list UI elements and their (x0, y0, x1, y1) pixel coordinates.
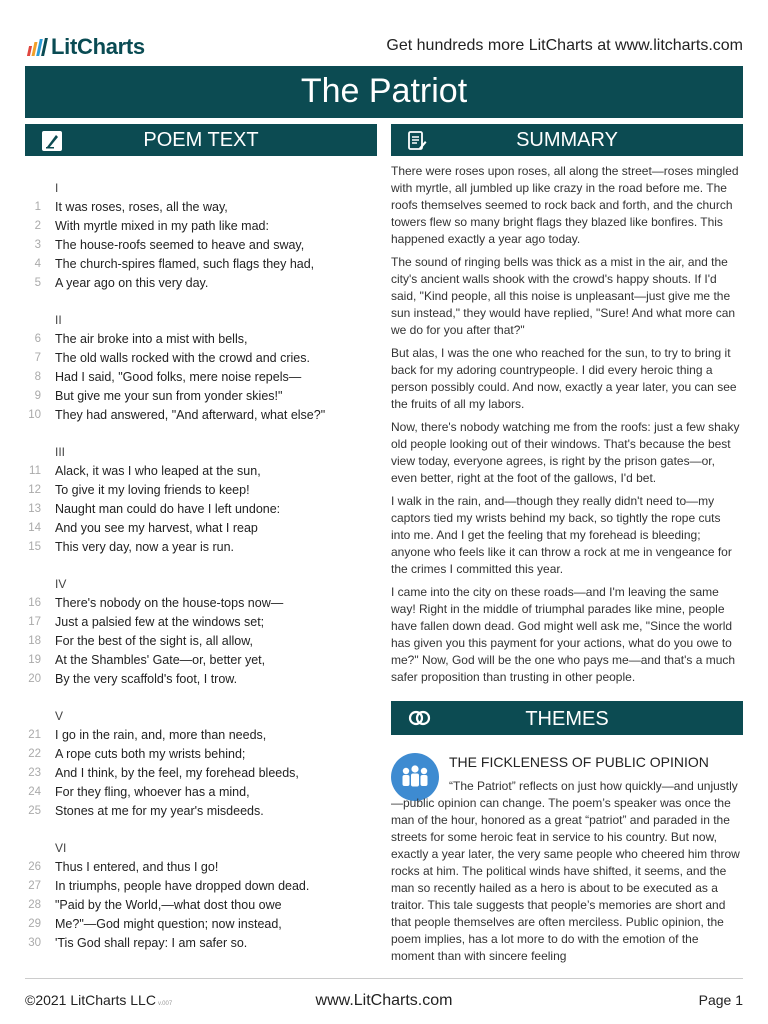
line-text: This very day, now a year is run. (55, 540, 235, 554)
stanza (25, 574, 377, 689)
poem-text (25, 178, 377, 970)
line-text: And I think, by the feel, my forehead bleeds, (55, 766, 299, 780)
poem-line (25, 349, 377, 368)
line-text: The old walls rocked with the crowd and cries. (55, 351, 310, 365)
line-text: The house-roofs seemed to heave and sway, (55, 238, 305, 252)
page-title: The Patriot (25, 66, 743, 118)
poem-line (25, 387, 377, 406)
footer-divider (25, 978, 743, 979)
line-text: Had I said, "Good folks, mere noise repels— (55, 370, 302, 384)
line-text: Stones at me for my year's misdeeds. (55, 804, 264, 818)
line-number: 28 (28, 899, 41, 911)
line-number: 13 (28, 503, 41, 515)
poem-line (25, 594, 377, 613)
stanza-numeral: IV (55, 577, 67, 591)
logo-bars-icon (28, 38, 46, 56)
poem-line (25, 632, 377, 651)
logo-text: LitCharts (51, 34, 145, 59)
line-number: 12 (28, 484, 41, 496)
line-text: Naught man could do have I left undone: (55, 502, 281, 516)
stanza (25, 178, 377, 293)
line-text: In triumphs, people have dropped down dead. (55, 879, 310, 893)
stanza-numeral: VI (55, 841, 67, 855)
line-number: 27 (28, 880, 41, 892)
line-number: 24 (28, 786, 41, 798)
line-text: They had answered, "And afterward, what else?" (55, 408, 326, 422)
line-text: There's nobody on the house-tops now— (55, 596, 284, 610)
line-number: 3 (34, 239, 41, 251)
line-number: 16 (28, 597, 41, 609)
line-number: 21 (28, 729, 41, 741)
line-number: 26 (28, 861, 41, 873)
stanza-numeral: I (55, 181, 59, 195)
poem-line (25, 802, 377, 821)
poem-line (25, 198, 377, 217)
poem-line (25, 500, 377, 519)
themes-heading: THEMES (525, 708, 609, 730)
top-bar (25, 32, 743, 62)
poem-line (25, 406, 377, 425)
themes-header (391, 701, 743, 735)
stanza (25, 310, 377, 425)
line-number: 23 (28, 767, 41, 779)
copyright-text: ©2021 LitCharts LLC (25, 992, 156, 1008)
line-text: Just a palsied few at the windows set; (55, 615, 265, 629)
stanza-numeral: V (55, 709, 64, 723)
summary-paragraph: Now, there's nobody watching me from the roofs: just a few shaky old people looking out of their windows. That's because the best view today, everyone agrees, is right by the prison gates—or, even better, right at the foot of the gallows, I'd bet. (391, 420, 740, 485)
line-text: A rope cuts both my wrists behind; (55, 747, 246, 761)
stanza (25, 706, 377, 821)
version-text: v.007 (157, 1001, 173, 1007)
line-number: 17 (28, 616, 41, 628)
poem-text-header (25, 124, 377, 156)
poem-line (25, 368, 377, 387)
poem-line (25, 519, 377, 538)
line-text: To give it my loving friends to keep! (55, 483, 250, 497)
poem-line (25, 745, 377, 764)
line-number: 11 (29, 465, 41, 477)
poem-line (25, 915, 377, 934)
line-number: 10 (28, 409, 41, 421)
poem-line (25, 462, 377, 481)
line-number: 30 (28, 937, 41, 949)
line-text: By the very scaffold's foot, I trow. (55, 672, 238, 686)
poem-line (25, 726, 377, 745)
stanza-numeral: III (55, 445, 66, 459)
summary-header (391, 124, 743, 156)
line-text: Thus I entered, and thus I go! (55, 860, 219, 874)
line-text: Alack, it was I who leaped at the sun, (55, 464, 261, 478)
line-text: At the Shambles' Gate—or, better yet, (55, 653, 266, 667)
line-number: 20 (28, 673, 41, 685)
line-text: 'Tis God shall repay: I am safer so. (55, 936, 248, 950)
page-number: Page 1 (698, 992, 743, 1008)
footer-site-link[interactable]: www.LitCharts.com (315, 992, 453, 1009)
line-text: With myrtle mixed in my path like mad: (55, 219, 269, 233)
poem-line (25, 896, 377, 915)
line-number: 22 (28, 748, 41, 760)
summary-paragraph: I came into the city on these roads—and I'm leaving the same way! Right in the middle of triumphal parades like mine, people have fallen down dead. God might well ask me, "Since the world has given you this payment for your actions, what do you owe to me?" Now, God will be the one who pays me—and that's a much safer proposition than trusting in other people. (391, 585, 736, 684)
line-number: 9 (34, 390, 41, 402)
poem-line (25, 858, 377, 877)
summary-text (391, 163, 743, 692)
poem-text-heading: POEM TEXT (143, 129, 259, 151)
poem-line (25, 934, 377, 953)
poem-line (25, 670, 377, 689)
line-text: The air broke into a mist with bells, (55, 332, 248, 346)
summary-paragraph: I walk in the rain, and—though they really didn't need to—my captors tied my wrists behind my back, so tightly the rope cuts into me. And I get the feeling that my forehead is bleeding; anyone who feels like it can throw a rock at me in vengeance for the crimes I committed this year. (391, 494, 732, 576)
summary-paragraph: The sound of ringing bells was thick as a mist in the air, and the city's ancient walls shook with the crowd's happy shouts. If I'd said, "Kind people, all this noise is unpleasant—just give me the sun instead," they would have replied, "Sure! And what more can we do for you after that?" (391, 255, 736, 337)
tagline-link[interactable]: Get hundreds more LitCharts at www.litcharts.com (386, 37, 743, 54)
summary-paragraph: But alas, I was the one who reached for the sun, to try to bring it back for my adoring countrypeople. I did every heroic thing a person possibly could. And now, exactly a year later, you can see the fruits of all my labors. (391, 346, 737, 411)
line-text: And you see my harvest, what I reap (55, 521, 258, 535)
poem-line (25, 538, 377, 557)
stanza (25, 838, 377, 953)
theme-body: “The Patriot” reflects on just how quickly—and unjustly—public opinion can change. The poem’s speaker was once the man of the hour, honored as a great “patriot” and paraded in the streets for some heroic feat in service to his country. But now, exactly a year later, the very same people who cheered him throw rocks at him. The political winds have shifted, it seems, and the man so recently hailed as a hero is about to be executed as a traitor. This tale suggests that people’s memories are short and that people themselves are often merciless. Public opinion, the poem implies, has a lot more to do with the emotion of the moment than with sincere feeling (391, 779, 740, 963)
line-number: 4 (34, 258, 41, 270)
line-text: But give me your sun from yonder skies!" (55, 389, 283, 403)
line-text: For the best of the sight is, all allow, (55, 634, 254, 648)
poem-line (25, 764, 377, 783)
line-text: For they fling, whoever has a mind, (55, 785, 250, 799)
poem-line (25, 613, 377, 632)
poem-line (25, 236, 377, 255)
line-number: 7 (34, 352, 41, 364)
line-number: 6 (34, 333, 41, 345)
line-number: 29 (28, 918, 41, 930)
poem-line (25, 217, 377, 236)
litcharts-logo[interactable] (28, 34, 145, 60)
line-number: 25 (28, 805, 41, 817)
line-number: 18 (28, 635, 41, 647)
line-text: The church-spires flamed, such flags they had, (55, 257, 315, 271)
line-number: 1 (34, 201, 41, 213)
line-number: 14 (28, 522, 41, 534)
poem-line (25, 255, 377, 274)
poem-line (25, 651, 377, 670)
line-text: Me?"—God might question; now instead, (55, 917, 282, 931)
line-number: 19 (28, 654, 41, 666)
poem-line (25, 330, 377, 349)
stanza (25, 442, 377, 557)
line-number: 8 (34, 371, 41, 383)
line-number: 15 (28, 541, 41, 553)
stanza-numeral: II (55, 313, 62, 327)
poem-line (25, 481, 377, 500)
poem-line (25, 783, 377, 802)
line-number: 2 (34, 220, 41, 232)
poem-line (25, 877, 377, 896)
line-text: A year ago on this very day. (55, 276, 209, 290)
summary-paragraph: There were roses upon roses, all along the street—roses mingled with myrtle, all jumbled up like crazy in the road before me. The roofs themselves seemed to rock back and forth, and the church towers flew so many bright flags they blazed like bonfires. This happened exactly a year ago today. (391, 164, 739, 246)
poem-line (25, 274, 377, 293)
line-text: It was roses, roses, all the way, (55, 200, 228, 214)
line-text: "Paid by the World,—what dost thou owe (55, 898, 282, 912)
line-number: 5 (34, 277, 41, 289)
summary-heading: SUMMARY (516, 129, 618, 151)
theme-title: THE FICKLENESS OF PUBLIC OPINION (449, 754, 709, 770)
line-text: I go in the rain, and, more than needs, (55, 728, 267, 742)
